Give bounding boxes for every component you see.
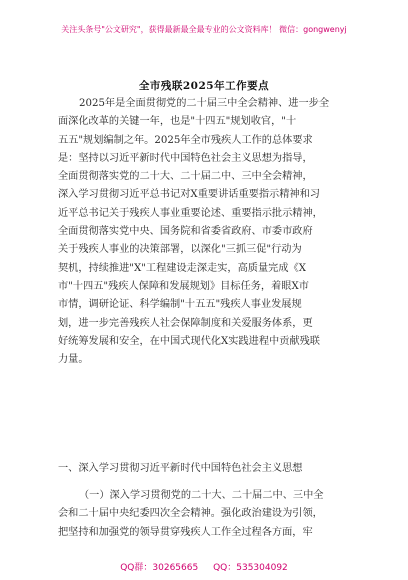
section-paragraph [58,487,352,542]
paragraph-line: 2025年是全面贯彻党的二十届三中全会精神、进一步全 [79,98,330,109]
paragraph-line: 好统筹发展和安全，在中国式现代化X实践进程中贡献残联 [58,335,320,347]
paragraph-line: 划，进一步完善残疾人社会保障制度和关爱服务体系，更 [58,317,313,329]
paragraph-line: 把坚持和加强党的领导贯穿残疾人工作全过程各方面，牢 [58,526,313,538]
paragraph-line: 市情，调研论证、科学编制"十五五"残疾人事业发展规 [58,299,302,311]
header-note: 关注头条号"公文研究"，获得最新最全最专业的公文资料库！ 微信：gongwenyj [61,25,347,34]
paragraph-line: 深入学习贯彻习近平总书记对X重要讲话重要指示精神和习 [58,189,320,201]
section-heading: 一、深入学习贯彻习近平新时代中国特色社会主义思想 [58,463,303,474]
paragraph-line: 全面贯彻落实党中央、国务院和省委省政府、市委市政府 [58,226,313,238]
paragraph-line: （一）深入学习贯彻党的二十大、二十届二中、三中全 [79,490,324,501]
footer-qq-group: QQ群：30265665 [120,563,199,573]
paragraph-line: 全面贯彻落实党的二十大、二十届二中、三中全会精神， [58,171,313,183]
paragraph-line: 五五"规划编制之年。2025年全市残疾人工作的总体要求 [58,134,313,146]
paragraph-line: 力量。 [58,354,89,366]
paragraph-line: 会和二十届中央纪委四次全会精神。强化政治建设为引领， [58,508,323,520]
paragraph-line: 市"十四五"残疾人保障和发展规划》目标任务，着眼X市 [58,280,309,292]
paragraph-line: 近平总书记关于残疾人事业重要论述、重要指示批示精神， [58,207,323,219]
document-title: 全市残联2025年工作要点 [138,80,270,92]
paragraph-line: 面深化改革的关键一年，也是"十四五"规划收官，"十 [58,116,297,128]
intro-paragraph [58,95,352,369]
paragraph-line: 关于残疾人事业的决策部署，以深化"三抓三促"行动为 [58,244,302,256]
paragraph-line: 是：坚持以习近平新时代中国特色社会主义思想为指导， [58,152,313,164]
footer-note [0,560,408,573]
footer-qq: QQ：535304092 [213,563,288,573]
paragraph-line: 契机，持续推进"X"工程建设走深走实，高质量完成《X [58,262,306,274]
